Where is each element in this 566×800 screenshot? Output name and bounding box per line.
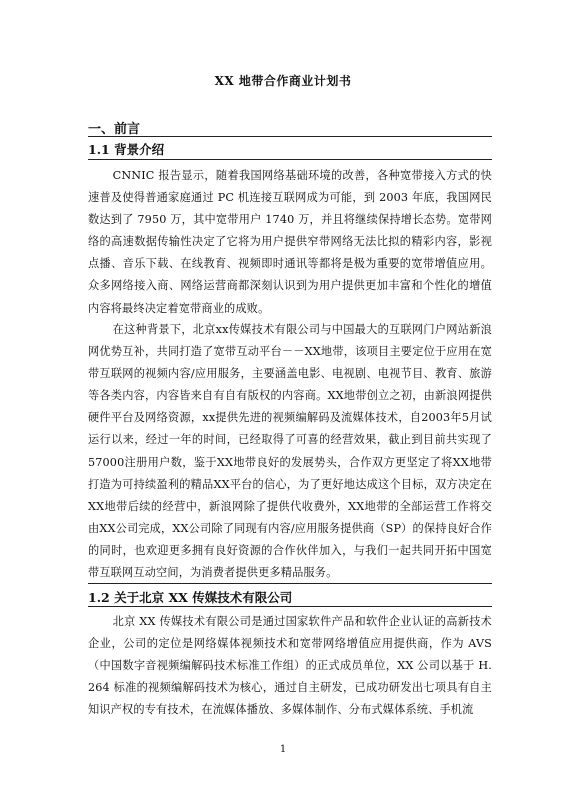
heading-rule [88,606,492,607]
section-heading-preface: 一、前言 [88,122,141,137]
heading-rule [88,159,492,160]
paragraph-company-1: 北京 XX 传媒技术有限公司是通过国家软件产品和软件企业认证的高新技术企业，公司的定位是网络媒体视频技术和宽带网络增值应用提供商，作为 AVS（中国数字音视频编解码技术标准工作组）的正式成员单位，XX 公司以基于 H.264 标准的视频编解码技术为核心，通过自主研发，已成功研发出七项具有自主知识产权的专有技术，在流媒体播放、多媒体制作、分布式媒体系统、手机流 [88,615,492,717]
heading-rule [88,583,492,584]
page-number: 1 [279,744,287,755]
paragraph-background-2: 在这种背景下，北京xx传媒技术有限公司与中国最大的互联网门户网站新浪网优势互补，共同打造了宽带互动平台－－XX地带，该项目主要定位于应用在宽带互联网的视频内容/应用服务，主要涵盖电影、电视剧、电视节目、教育、旅游等各类内容，内容皆来自有自有版权的内容商。XX地带创立之初，由新浪网提供硬件平台及网络资源，xx提供先进的视频编解码及流媒体技术，自2003年5月试运行以来，经过一年的时间，已经取得了可喜的经营效果，截止到目前共实现了57000注册用户数，鉴于XX地带良好的发展势头，合作双方更坚定了将XX地带打造为可持续盈利的精品XX平台的信心，为了更好地达成这个目标，双方决定在XX地带后续的经营中，新浪网除了提供代收费外，XX地带的全部运营工作将交由XX公司完成，XX公司除了同现有内容/应用服务提供商（SP）的保持良好合作的同时，也欢迎更多拥有良好资源的合作伙伴加入，与我们一起共同开拓中国宽带互联网互动空间，为消费者提供更多精品服务。 [88,323,492,580]
subsection-heading-background: 1.1 背景介绍 [88,142,165,157]
document-title: XX 地带合作商业计划书 [214,74,352,88]
subsection-heading-company: 1.2 关于北京 XX 传媒技术有限公司 [88,590,293,605]
heading-rule [88,136,492,137]
paragraph-background-1: CNNIC 报告显示，随着我国网络基础环境的改善，各种宽带接入方式的快速普及使得普通家庭通过 PC 机连接互联网成为可能，到 2003 年底，我国网民数达到了 7950 万，其中宽带用户 1740 万，并且将继续保持增长态势。宽带网络的高速数据传输性决定了它将为用户提供窄带网络无法比拟的精彩内容，影视点播、音乐下载、在线教育、视频即时通讯等都将是极为重要的宽带增值应用。众多网络接入商、网络运营商都深刻认识到为用户提供更加丰富和个性化的增值内容将最终决定着宽带商业的成败。 [88,169,492,315]
